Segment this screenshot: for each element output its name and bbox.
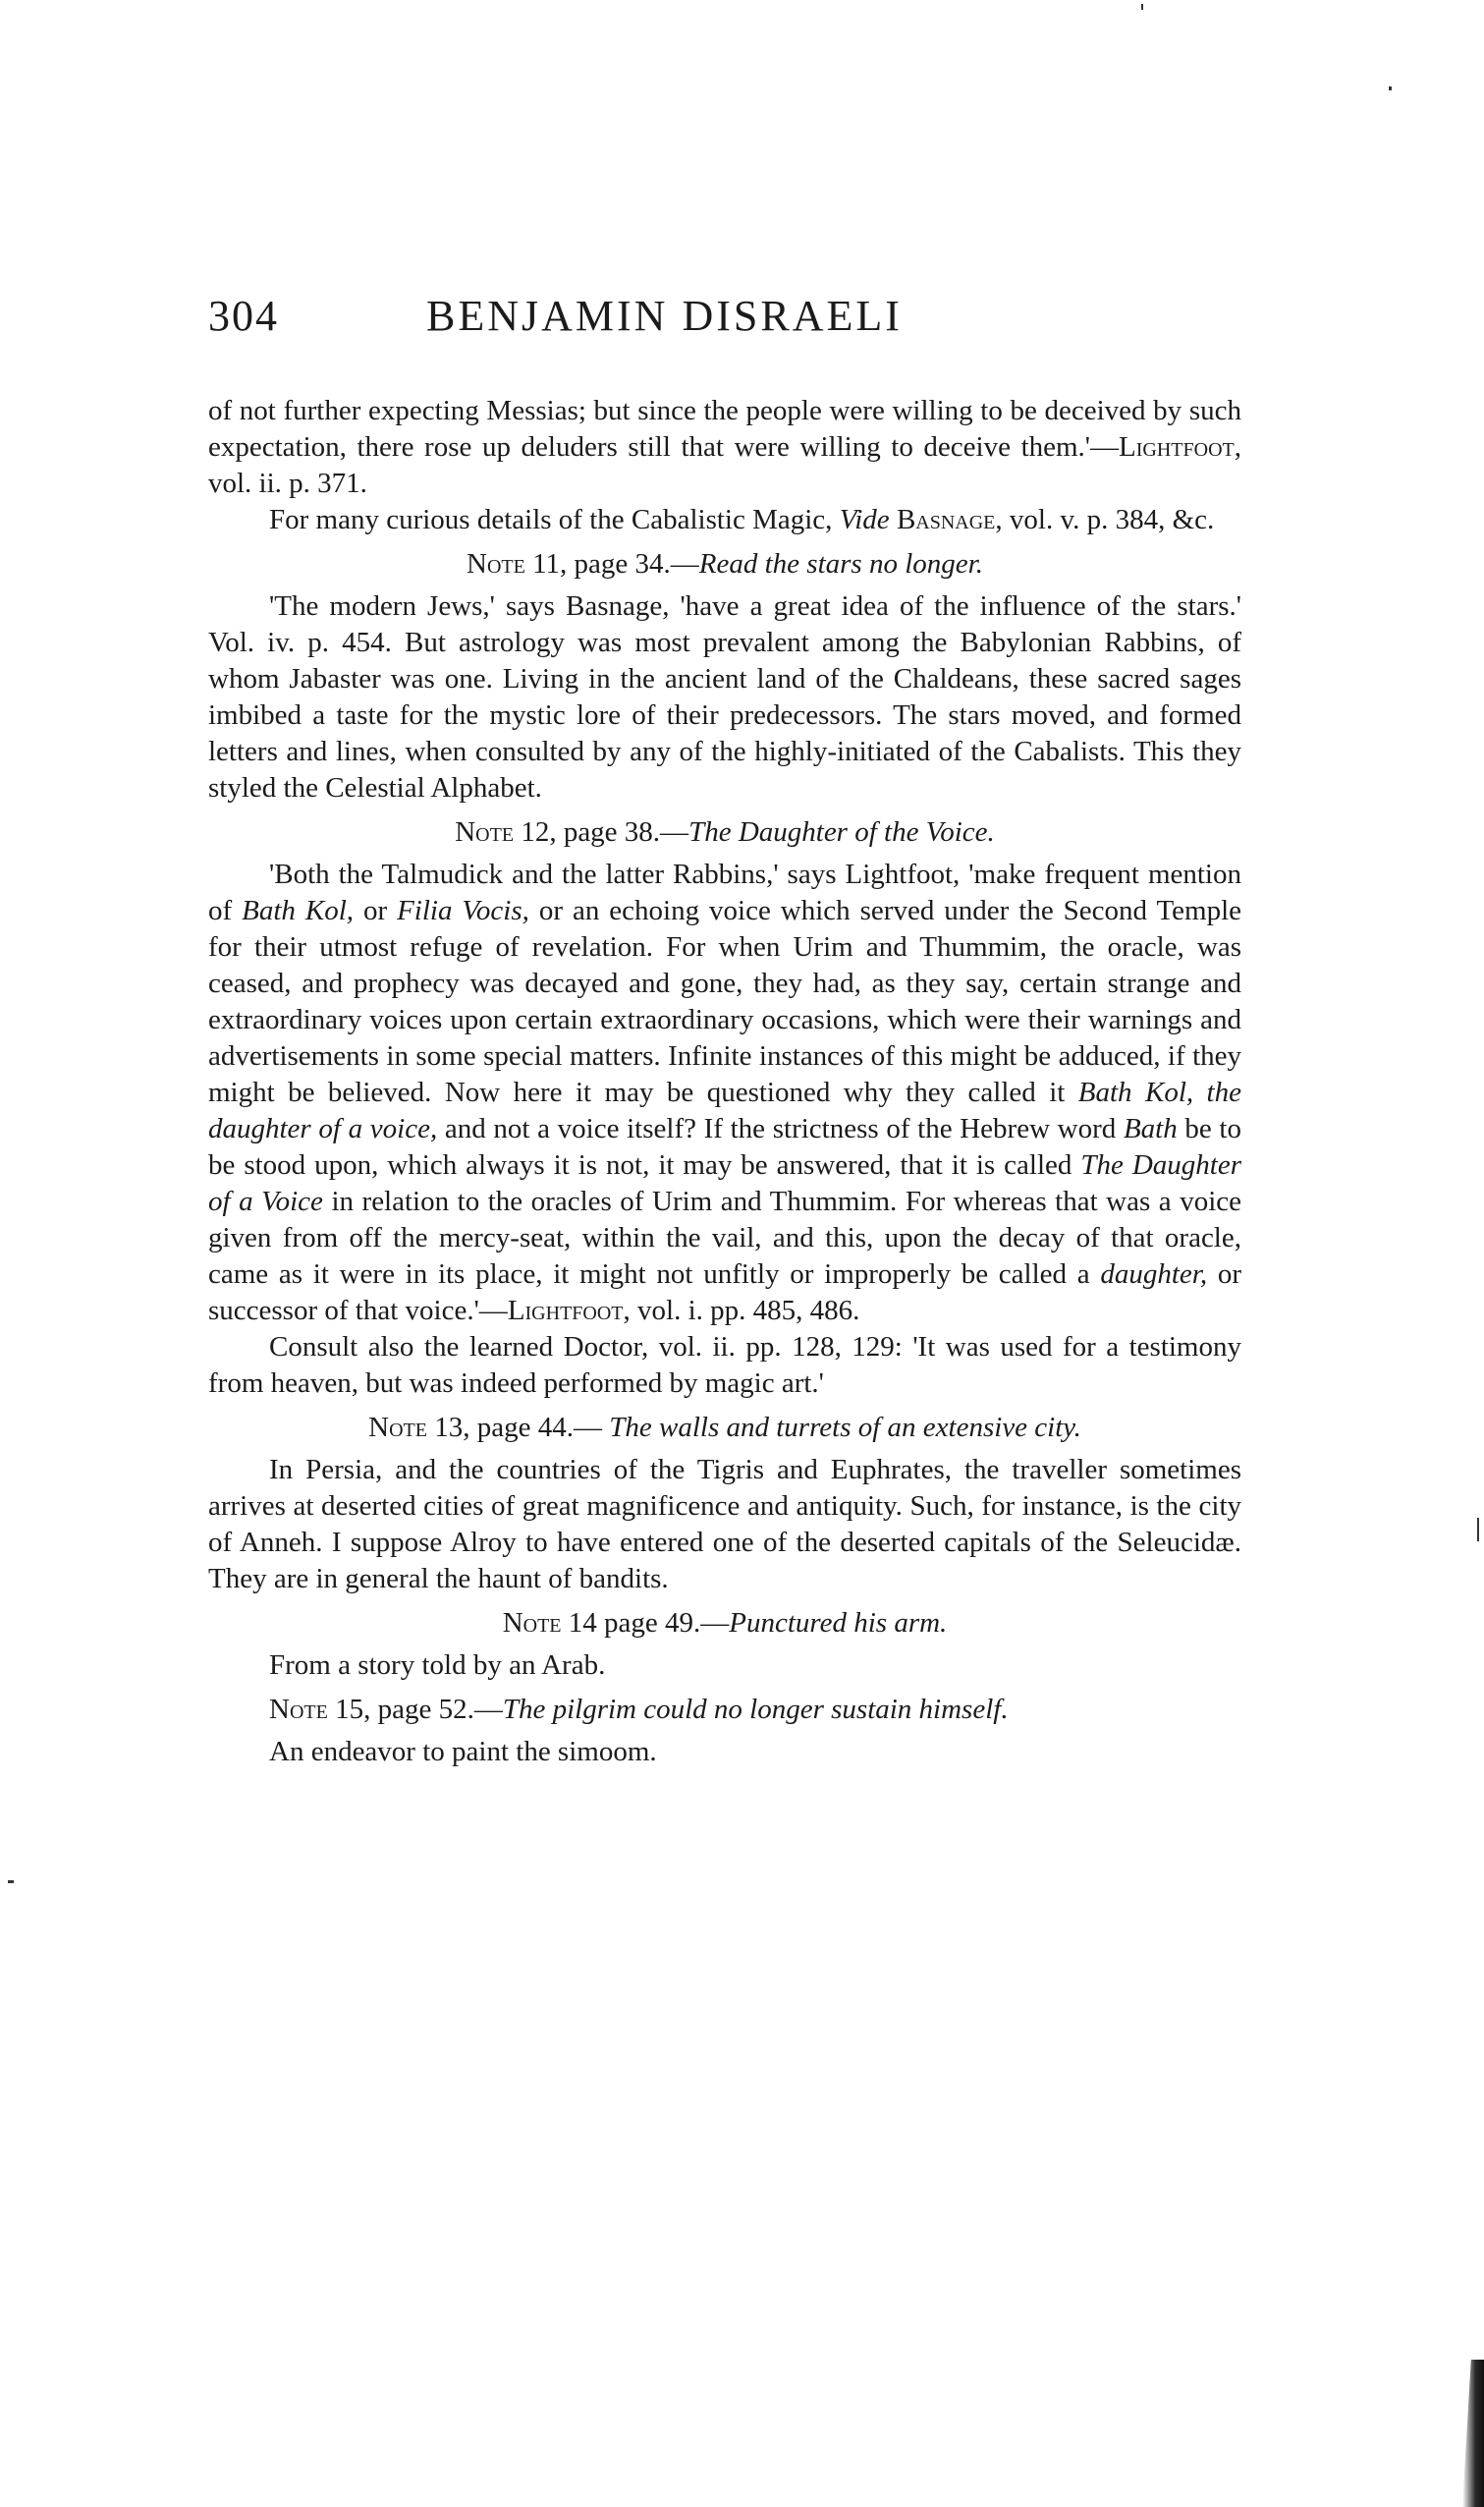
note-11-heading: Note 11, page 34.—Read the stars no longer. [467,548,983,580]
continuation-paragraph: of not further expecting Messias; but since the people were willing to be deceived by such expectation, there rose up deluders still that were willing to deceive them.'—Lightfoot, vol. ii. p. 371. [208,395,1241,499]
note-11-title: Read the stars no longer. [698,548,983,580]
note-14-heading: Note 14 page 49.—Punctured his arm. [502,1607,948,1639]
note-15-heading: Note 15, page 52.—The pilgrim could no longer sustain himself. [269,1694,1009,1725]
note-13-heading: Note 13, page 44.— The walls and turrets of an extensive city. [368,1412,1081,1443]
note-12-followup: Consult also the learned Doctor, vol. ii. pp. 128, 129: 'It was used for a testimony from heaven, but was indeed performed by magic art.' [208,1331,1241,1399]
page-header [208,291,1241,350]
note-14-body: From a story told by an Arab. [269,1649,606,1681]
scan-speck [1141,4,1143,10]
note-12-body: 'Both the Talmudick and the latter Rabbins,' says Lightfoot, 'make frequent mention of Bath Kol, or Filia Vocis, or an echoing voice which served under the Second Temple for their utmost refuge of revelation. For when Urim and Thummim, the oracle, was ceased, and prophecy was decayed and gone, they had, as they say, certain strange and extraordinary voices upon certain extraordinary occasions, which were their warnings and advertisements in some special matters. Infinite instances of this might be adduced, if they might be believed. Now here it may be questioned why they called it Bath Kol, the daughter of a voice, and not a voice itself? If the strictness of the Hebrew word Bath be to be stood upon, which always it is not, it may be answered, that it is called The Daughter of a Voice in relation to the oracles of Urim and Thummim. For whereas that was a voice given from off the mercy-seat, within the vail, and this, upon the decay of that oracle, came as it were in its place, it might not unfitly or improperly be called a daughter, or successor of that voice.'—Lightfoot, vol. i. pp. 485, 486. [208,859,1242,1326]
note-11-body: 'The modern Jews,' says Basnage, 'have a great idea of the influence of the stars.' Vol. iv. p. 454. But astrology was most prevalent among the Babylonian Rabbins, of whom Jabaster was one. Living in the ancient land of the Chaldeans, these sacred sages imbibed a taste for the mystic lore of their predecessors. The stars moved, and formed letters and lines, when consulted by any of the highly-initiated of the Cabalists. This they styled the Celestial Alphabet. [208,590,1241,804]
note-15-body: An endeavor to paint the simoom. [269,1736,657,1767]
note-12-title: The Daughter of the Voice. [688,816,995,848]
page-edge-shadow [1462,2360,1484,2507]
scan-speck [8,1880,14,1883]
basnage-reference: For many curious details of the Cabalistic Magic, Vide Basnage, vol. v. p. 384, &c. [269,504,1215,535]
note-13-body: In Persia, and the countries of the Tigris and Euphrates, the traveller sometimes arrives at deserted cities of great magnificence and antiquity. Such, for instance, is the city of Anneh. I suppose Alroy to have entered one of the deserted capitals of the Seleucidæ. They are in general the haunt of bandits. [208,1454,1241,1594]
note-14-title: Punctured his arm. [729,1607,948,1639]
note-12-heading: Note 12, page 38.—The Daughter of the Voice. [455,816,995,848]
book-page [208,291,1241,1770]
citation-name: Lightfoot [1119,431,1235,463]
note-15-title: The pilgrim could no longer sustain himself. [502,1694,1009,1725]
scan-speck [1389,86,1392,90]
note-13-title: The walls and turrets of an extensive city. [609,1412,1081,1443]
page-number: 304 [208,292,279,340]
scan-speck [1477,1518,1479,1541]
running-head: BENJAMIN DISRAELI [426,292,903,340]
